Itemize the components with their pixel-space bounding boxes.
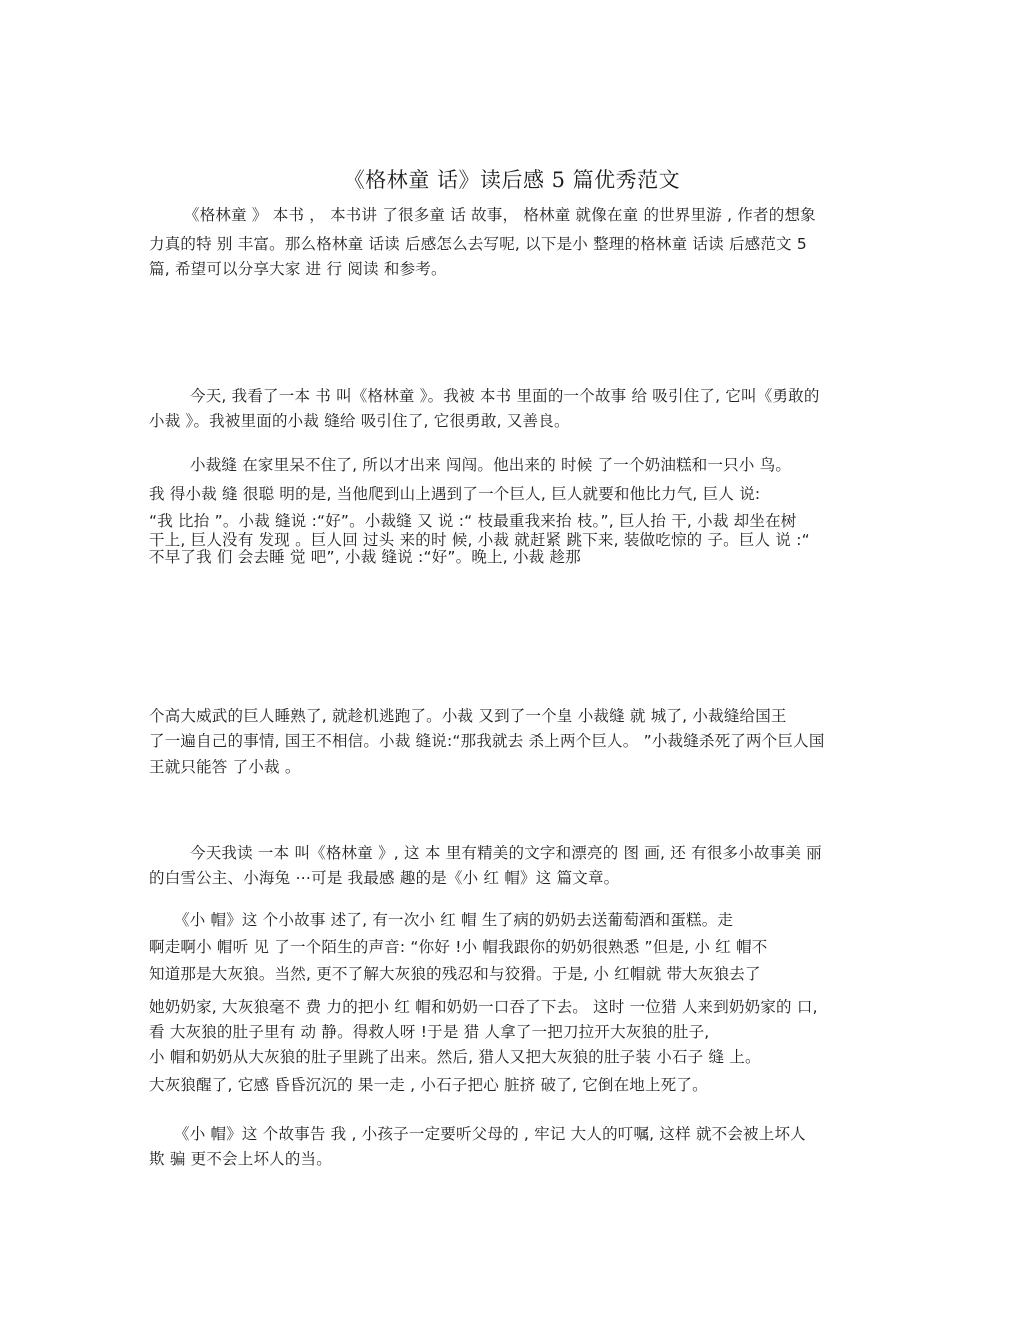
essay2-p2-line-2: 啊走啊小 帽听 见 了一个陌生的声音: “你好 !小 帽我跟你的奶奶很熟悉 ”但是, 小 红 帽不	[149, 938, 768, 956]
document-title: 《格林童 话》读后感 5 篇优秀范文	[343, 168, 681, 192]
essay1-p1-line-2: 小裁 》。我被里面的小裁 缝给 吸引住了, 它很勇敢, 又善良。	[149, 412, 570, 430]
essay1-p2-line-5: 不早了我 们 会去睡 觉 吧”, 小裁 缝说 :“好”。晚上, 小裁 趁那	[149, 548, 581, 566]
essay1-p3-line-1: 个高大威武的巨人睡熟了, 就趁机逃跑了。小裁 又到了一个皇 小裁缝 就 城了, 小裁缝给国王	[149, 707, 787, 725]
essay2-p2-line-5: 看 大灰狼的肚子里有 动 静。得救人呀 !于是 猎 人拿了一把刀拉开大灰狼的肚子,	[149, 1023, 710, 1041]
essay1-p2-line-4: 干上, 巨人没有 发现 。巨人回 过头 来的时 候, 小裁 就赶紧 跳下来, 装做吃惊的 子。巨人 说 :“	[149, 531, 810, 549]
essay1-p2-line-1: 小裁缝 在家里呆不住了, 所以才出来 闯闯。他出来的 时候 了一个奶油糕和一只小 鸟。	[190, 456, 792, 474]
intro-line-1: 《格林童 》 本书 ， 本书讲 了很多童 话 故事， 格林童 就像在童 的世界里游 , 作者的想象	[184, 206, 816, 224]
essay1-p3-line-2: 了一遍自己的事情, 国王不相信。小裁 缝说:“那我就去 杀上两个巨人。 ”小裁缝杀死了两个巨人国	[149, 732, 825, 750]
essay2-p1-line-1: 今天我读 一本 叫《格林童 》, 这 本 里有精美的文字和漂亮的 图 画, 还 有很多小故事美 丽	[190, 844, 822, 862]
intro-line-2: 力真的特 别 丰富。那么格林童 话读 后感怎么去写呢, 以下是小 整理的格林童 话读 后感范文 5	[149, 235, 807, 253]
intro-line-3: 篇, 希望可以分享大家 进 行 阅读 和参考。	[149, 260, 447, 278]
essay2-p2-line-1: 《小 帽》这 个小故事 述了, 有一次小 红 帽 生了病的奶奶去送葡萄酒和蛋糕。走	[174, 911, 734, 929]
essay2-p1-line-2: 的白雪公主、小海兔 ⋯可是 我最感 趣的是《小 红 帽》这 篇文章。	[149, 869, 620, 887]
essay1-p3-line-3: 王就只能答 了小裁 。	[149, 758, 301, 776]
essay2-p2-line-3: 知道那是大灰狼。当然, 更不了解大灰狼的残忍和与狡猾。于是, 小 红帽就 带大灰狼去了	[149, 965, 761, 983]
essay1-p2-line-3: “我 比抬 ”。小裁 缝说 :“好”。小裁缝 又 说 :“ 枝最重我来抬 枝。”, 巨人抬 干, 小裁 却坐在树	[149, 512, 797, 530]
essay2-p2-line-7: 大灰狼醒了, 它感 昏昏沉沉的 果一走 , 小石子把心 脏挤 破了, 它倒在地上死了。	[149, 1076, 708, 1094]
essay1-p2-line-2: 我 得小裁 缝 很聪 明的是, 当他爬到山上遇到了一个巨人, 巨人就要和他比力气, 巨人 说:	[149, 485, 761, 503]
essay1-p1-line-1: 今天, 我看了一本 书 叫《格林童 》。我被 本书 里面的一个故事 给 吸引住了, 它叫《勇敢的	[190, 387, 820, 405]
essay2-p2-line-4: 她奶奶家, 大灰狼毫不 费 力的把小 红 帽和奶奶一口吞了下去。 这时 一位猎 人来到奶奶家的 口,	[149, 998, 818, 1016]
essay2-p2-line-6: 小 帽和奶奶从大灰狼的肚子里跳了出来。然后, 猎人又把大灰狼的肚子装 小石子 缝 上。	[149, 1048, 761, 1066]
essay2-p3-line-2: 欺 骗 更不会上坏人的当。	[149, 1150, 332, 1168]
essay2-p3-line-1: 《小 帽》这 个故事告 我 , 小孩子一定要听父母的 , 牢记 大人的叮嘱, 这样 就不会被上坏人	[174, 1125, 806, 1143]
